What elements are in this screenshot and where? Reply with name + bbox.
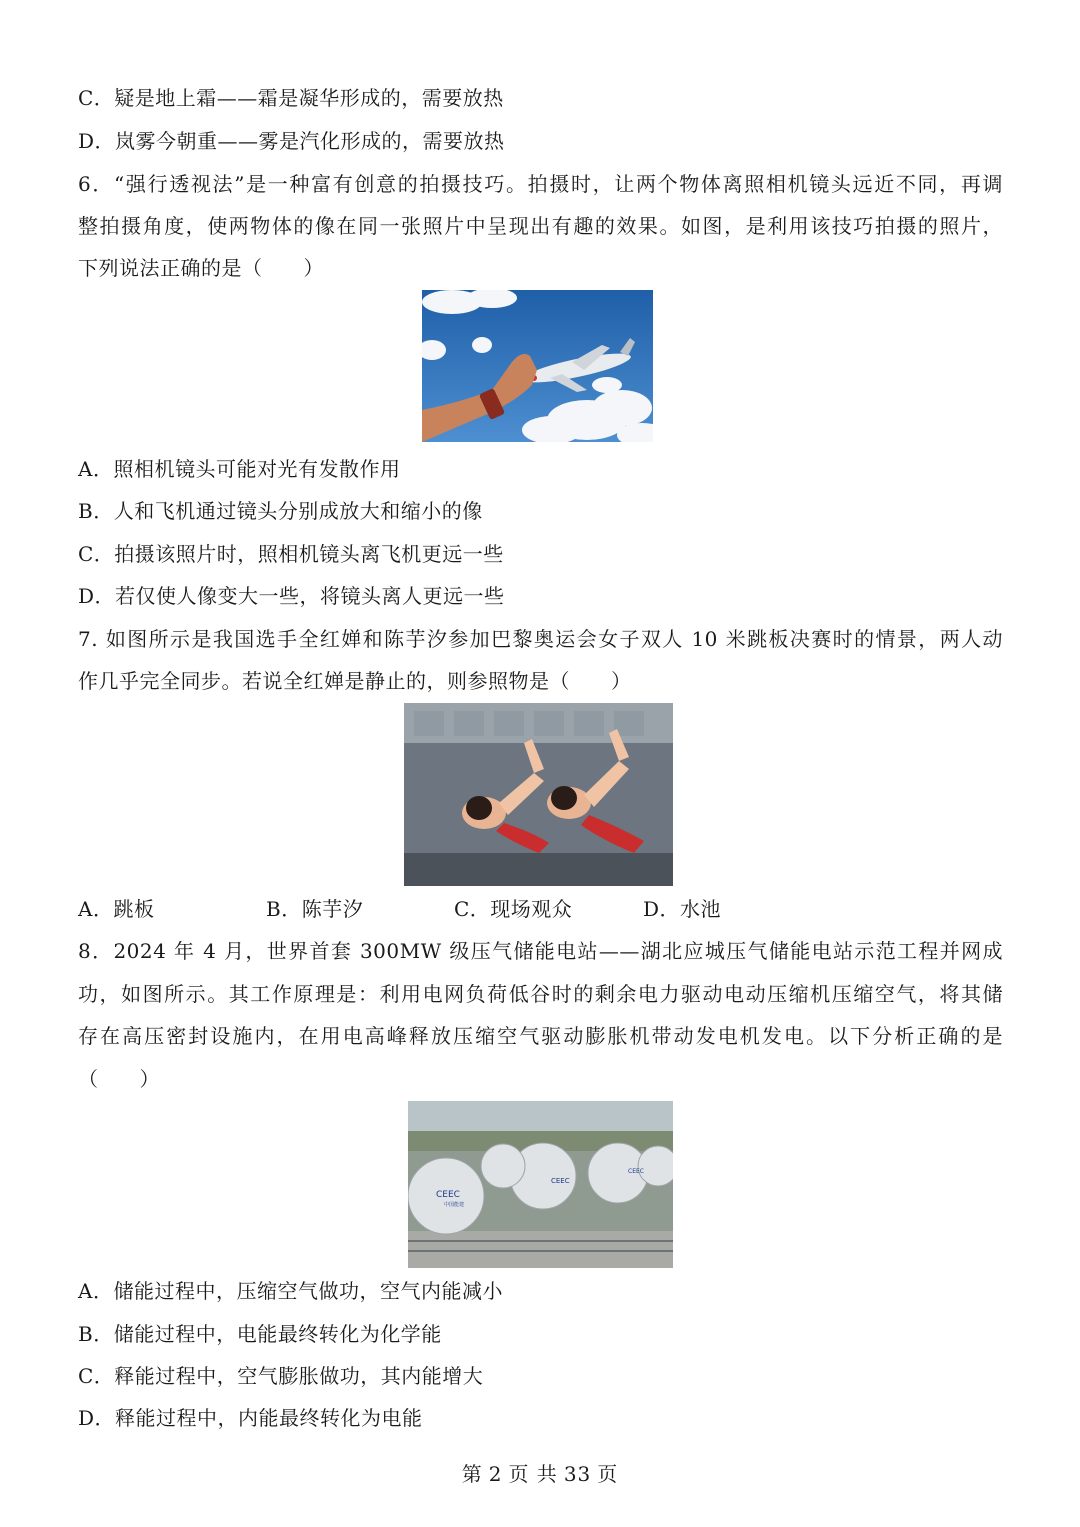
footer-current-page: 2 [488,1462,503,1486]
q7-option-c: C．现场观众 [454,897,573,921]
tank-logo-3: CEEC [628,1168,644,1175]
q7-stem-line-1: 7. 如图所示是我国选手全红婵和陈芋汐参加巴黎奥运会女子双人 10 米跳板决赛时的情景，两人动 [78,627,1003,651]
page-footer [0,1460,1080,1488]
q8-option-d: D．释能过程中，内能最终转化为电能 [78,1406,423,1430]
q8-stem-line-2: 功，如图所示。其工作原理是：利用电网负荷低谷时的剩余电力驱动电动压缩机压缩空气，将其储 [78,982,1003,1006]
q7-option-a: A．跳板 [78,897,155,921]
q6-photo-hand-airplane [422,290,653,442]
q8-stem-line-4: （ ） [78,1067,160,1091]
q8-photo-storage-tanks [408,1101,673,1268]
q6-option-a: A．照相机镜头可能对光有发散作用 [78,457,401,481]
q6-stem-line-3: 下列说法正确的是（ ） [78,256,324,280]
q8-option-a: A．储能过程中，压缩空气做功，空气内能减小 [78,1279,503,1303]
q6-stem-line-2: 整拍摄角度，使两物体的像在同一张照片中呈现出有趣的效果。如图，是利用该技巧拍摄的照片， [78,214,1003,238]
q6-option-c: C．拍摄该照片时，照相机镜头离飞机更远一些 [78,542,504,566]
synchronized-diving-image [404,703,673,886]
tank-logo: CEEC [436,1190,460,1200]
tank-logo-2: CEEC [551,1177,570,1185]
q8-stem-line-1: 8．2024 年 4 月，世界首套 300MW 级压气储能电站——湖北应城压气储能电站示范工程并网成 [78,939,1003,963]
q6-option-b: B．人和飞机通过镜头分别成放大和缩小的像 [78,499,483,523]
q5-option-c: C．疑是地上霜——霜是凝华形成的，需要放热 [78,86,504,110]
footer-middle: 页 共 [508,1462,558,1486]
q6-stem-line-1: 6．“强行透视法”是一种富有创意的拍摄技巧。拍摄时，让两个物体离照相机镜头远近不同，再调 [78,172,1003,196]
q8-option-b: B．储能过程中，电能最终转化为化学能 [78,1322,442,1346]
q7-option-b: B．陈芋汐 [266,897,364,921]
forced-perspective-image [422,290,653,442]
tank-logo-cn: 中国能建 [444,1202,465,1208]
q8-stem-line-3: 存在高压密封设施内，在用电高峰释放压缩空气驱动膨胀机带动发电机发电。以下分析正确的是 [78,1024,1003,1048]
q8-option-c: C．释能过程中，空气膨胀做功，其内能增大 [78,1364,484,1388]
q7-photo-divers [404,703,673,886]
q7-option-d: D．水池 [643,897,722,921]
q6-option-d: D．若仅使人像变大一些，将镜头离人更远一些 [78,584,505,608]
compressed-air-station-image [408,1101,673,1268]
q7-stem-line-2: 作几乎完全同步。若说全红婵是静止的，则参照物是（ ） [78,669,632,693]
q5-option-d: D．岚雾今朝重——雾是汽化形成的，需要放热 [78,129,505,153]
q7-options-row [78,895,778,923]
footer-suffix: 页 [597,1462,619,1486]
footer-total-pages: 33 [563,1462,592,1486]
footer-prefix: 第 [461,1462,483,1486]
